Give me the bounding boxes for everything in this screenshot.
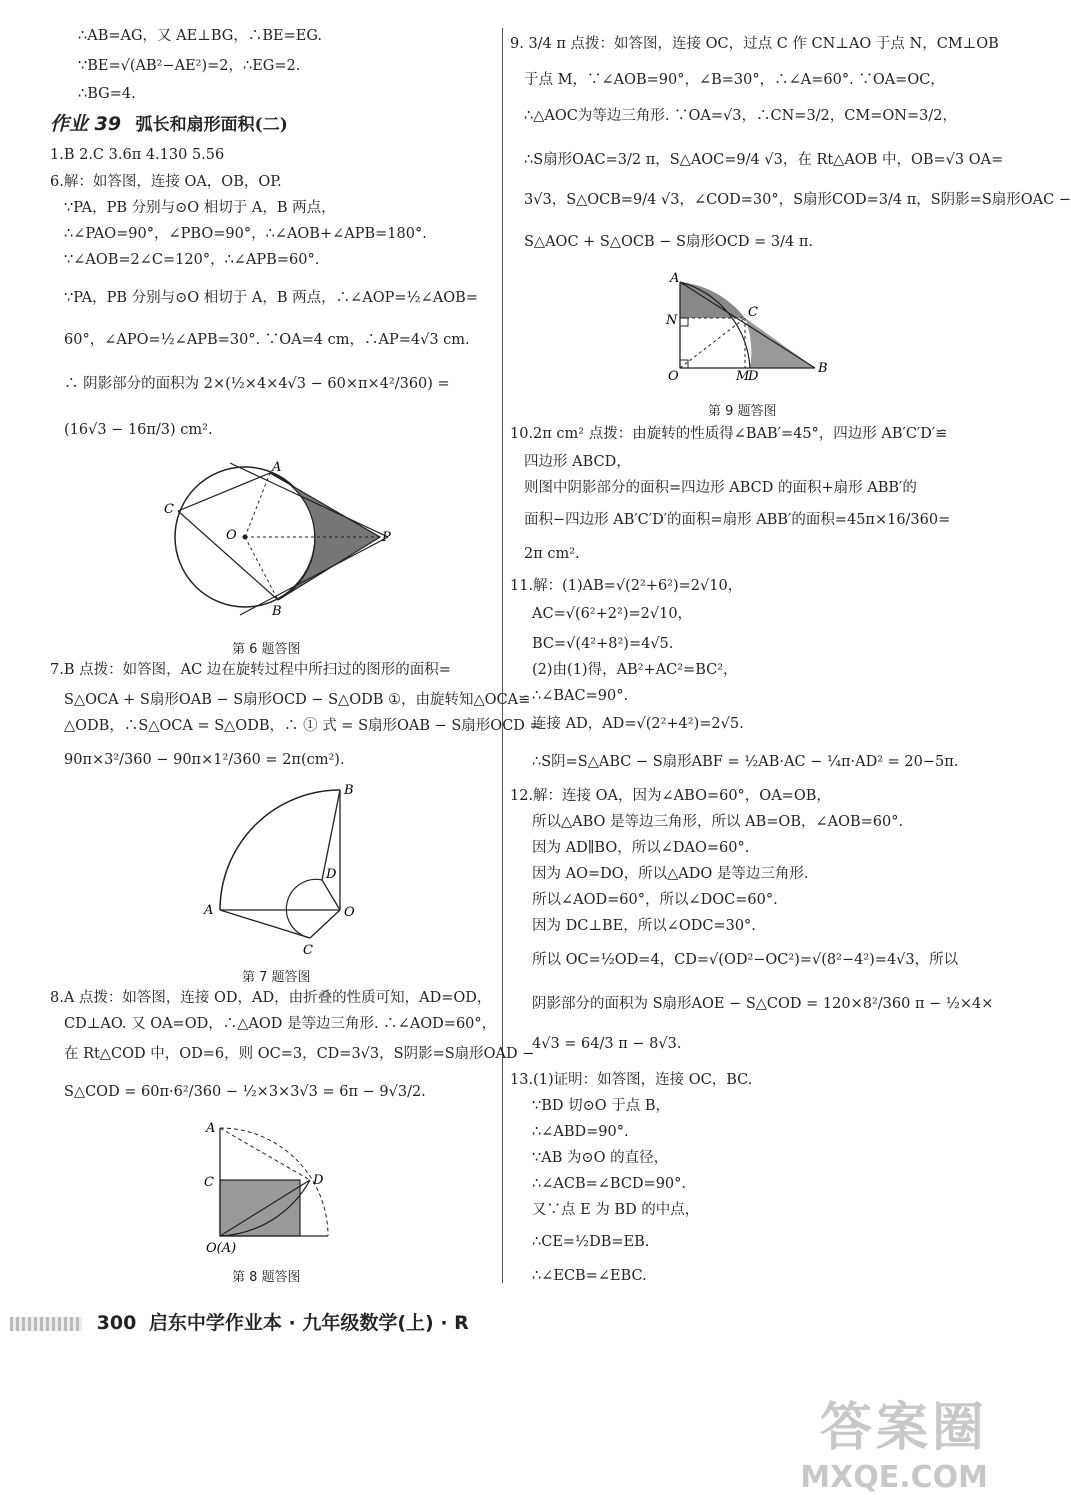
q7-line: △ODB，∴S△OCA = S△ODB，∴ ① 式 = S扇形OAB − S扇形OCD = xyxy=(64,718,542,734)
label-a: A xyxy=(204,903,214,918)
page-footer xyxy=(10,1308,469,1335)
figure-6 xyxy=(150,455,450,625)
q6-line: 6.解：如答图，连接 OA，OB，OP. xyxy=(50,174,282,190)
q8-line: 8.A 点拨：如答图，连接 OD，AD，由折叠的性质可知，AD=OD， xyxy=(50,990,492,1006)
q9-line: ∴△AOC为等边三角形. ∵OA=√3，∴CN=3/2，CM=ON=3/2， xyxy=(524,108,957,124)
label-c: C xyxy=(748,305,758,320)
q6-line: ∴∠PAO=90°，∠PBO=90°，∴∠AOB+∠APB=180°. xyxy=(64,226,427,242)
q10-line: 四边形 ABCD， xyxy=(524,454,631,470)
segment xyxy=(310,910,340,938)
label-a: A xyxy=(670,271,680,286)
text-line: ∴BG=4. xyxy=(78,86,136,102)
figure-9 xyxy=(660,268,840,388)
figure-9-caption: 第 9 题答图 xyxy=(708,404,777,419)
q13-line: ∴∠ABD=90°. xyxy=(532,1124,629,1140)
label-m: M xyxy=(736,369,750,384)
small-arc xyxy=(286,879,322,938)
label-c: C xyxy=(164,502,174,517)
q12-line: 因为 AO=DO，所以△ADO 是等边三角形. xyxy=(532,866,809,882)
q8-line: 在 Rt△COD 中，OD=6，则 OC=3，CD=3√3，S阴影=S扇形OAD − xyxy=(64,1046,535,1062)
q13-line: ∴CE=½DB=EB. xyxy=(532,1234,650,1250)
label-o: O xyxy=(344,905,355,920)
q8-line: S△COD = 60π·6²/360 − ½×3×3√3 = 6π − 9√3/2. xyxy=(64,1084,426,1100)
q12-line: 所以 OC=½OD=4，CD=√(OD²−OC²)=√(8²−4²)=4√3，所以 xyxy=(532,952,959,968)
q12-line: 所以△ABO 是等边三角形，所以 AB=OB，∠AOB=60°. xyxy=(532,814,904,830)
q10-line: 10.2π cm² 点拨：由旋转的性质得∠BAB′=45°，四边形 AB′C′D′≌ xyxy=(510,426,948,442)
segment xyxy=(322,880,340,910)
watermark-logo: 答案圈 xyxy=(819,1398,988,1458)
label-a: A xyxy=(272,460,282,475)
tangent-line xyxy=(230,463,388,537)
footer-strip xyxy=(10,1317,82,1331)
dashed-segment xyxy=(245,473,270,537)
label-a: A xyxy=(206,1121,216,1136)
dashed-segment xyxy=(220,1128,310,1180)
right-angle-mark xyxy=(680,318,688,326)
watermark xyxy=(800,1385,988,1495)
label-d: D xyxy=(748,369,759,384)
text-line: ∴AB=AG，又 AE⊥BG，∴BE=EG. xyxy=(78,28,323,44)
q6-line: ∵∠AOB=2∠C=120°，∴∠APB=60°. xyxy=(64,252,320,268)
column-divider xyxy=(502,28,503,1283)
segment xyxy=(220,910,310,938)
figure-6-caption: 第 6 题答图 xyxy=(232,642,301,657)
q13-line: 13.(1)证明：如答图，连接 OC，BC. xyxy=(510,1072,753,1088)
q12-line: 阴影部分的面积为 S扇形AOE − S△COD = 120×8²/360 π − ½×4× xyxy=(532,996,994,1012)
arc xyxy=(220,790,340,910)
q11-line: ∴∠BAC=90°. xyxy=(532,688,629,704)
q9-line: 3√3，S△OCB=9/4 √3，∠COD=30°，S扇形COD=3/4 π，S阴影=S扇形OAC − xyxy=(524,192,1071,208)
text-line: ∵BE=√(AB²−AE²)=2，∴EG=2. xyxy=(78,58,301,74)
shaded-triangle xyxy=(745,318,815,368)
dashed-segment xyxy=(245,537,278,600)
section-heading xyxy=(50,114,288,136)
q13-line: 又∵点 E 为 BD 的中点， xyxy=(532,1202,700,1218)
label-o: O xyxy=(226,528,237,543)
q11-line: AC=√(6²+2²)=2√10， xyxy=(532,606,693,622)
q7-line: 90π×3²/360 − 90π×1²/360 = 2π(cm²). xyxy=(64,752,345,768)
label-b: B xyxy=(818,361,828,376)
shaded-segment xyxy=(680,282,745,318)
q10-line: 2π cm². xyxy=(524,546,580,562)
label-o: O xyxy=(668,369,679,384)
q6-line: 60°，∠APO=½∠APB=30°. ∵OA=4 cm，∴AP=4√3 cm. xyxy=(64,332,470,348)
q10-line: 则图中阴影部分的面积=四边形 ABCD 的面积+扇形 ABB′的 xyxy=(524,480,917,496)
q9-line: S△AOC + S△OCB − S扇形OCD = 3/4 π. xyxy=(524,234,813,250)
book-title: 启东中学作业本 · 九年级数学(上) · R xyxy=(148,1312,469,1334)
q9-line: 9. 3/4 π 点拨：如答图，连接 OC，过点 C 作 CN⊥AO 于点 N，CM⊥OB xyxy=(510,36,999,52)
q12-line: 所以∠AOD=60°，所以∠DOC=60°. xyxy=(532,892,778,908)
label-b: B xyxy=(344,783,354,798)
q12-line: 因为 DC⊥BE，所以∠ODC=30°. xyxy=(532,918,756,934)
segment xyxy=(178,511,278,600)
label-oa: O(A) xyxy=(206,1241,237,1256)
heading-title: 弧长和扇形面积(二) xyxy=(135,115,288,135)
figure-8 xyxy=(200,1118,380,1258)
q13-line: ∵BD 切⊙O 于点 B， xyxy=(532,1098,671,1114)
q11-line: BC=√(4²+8²)=4√5. xyxy=(532,636,674,652)
q6-line: ∴ 阴影部分的面积为 2×(½×4×4√3 − 60×π×4²/360) = xyxy=(64,376,450,392)
center-point xyxy=(243,535,248,540)
q6-line: (16√3 − 16π/3) cm². xyxy=(64,422,213,438)
q11-line: 连接 AD，AD=√(2²+4²)=2√5. xyxy=(532,716,744,732)
q13-line: ∵AB 为⊙O 的直径， xyxy=(532,1150,669,1166)
watermark-site: MXQE.COM xyxy=(800,1460,988,1495)
q11-line: 11.解：(1)AB=√(2²+6²)=2√10， xyxy=(510,578,743,594)
label-c: C xyxy=(204,1175,214,1190)
label-c: C xyxy=(303,943,313,958)
figure-7-caption: 第 7 题答图 xyxy=(242,970,311,985)
figure-8-caption: 第 8 题答图 xyxy=(232,1270,301,1285)
heading-number: 作业 39 xyxy=(50,113,122,135)
dashed-segment xyxy=(680,318,745,368)
label-d: D xyxy=(313,1173,324,1188)
q11-line: ∴S阴=S△ABC − S扇形ABF = ½AB·AC − ¼π·AD² = 20−5π. xyxy=(532,754,959,770)
label-b: B xyxy=(272,604,282,619)
q8-line: CD⊥AO. 又 OA=OD，∴△AOD 是等边三角形. ∴∠AOD=60°， xyxy=(64,1016,497,1032)
page-number: 300 xyxy=(96,1312,137,1334)
figure-7 xyxy=(200,780,370,960)
q6-line: ∵PA，PB 分别与⊙O 相切于 A，B 两点， xyxy=(64,200,336,216)
q13-line: ∴∠ECB=∠EBC. xyxy=(532,1268,647,1284)
q11-line: (2)由(1)得，AB²+AC²=BC²， xyxy=(532,662,738,678)
label-d: D xyxy=(326,867,337,882)
q12-line: 4√3 = 64/3 π − 8√3. xyxy=(532,1036,682,1052)
q6-line: ∵PA，PB 分别与⊙O 相切于 A，B 两点，∴∠AOP=½∠AOB= xyxy=(64,290,478,306)
segment xyxy=(680,282,815,368)
label-p: P xyxy=(382,530,391,545)
q9-line: ∴S扇形OAC=3/2 π，S△AOC=9/4 √3，在 Rt△AOB 中，OB=√3 OA= xyxy=(524,152,1004,168)
q12-line: 12.解：连接 OA，因为∠ABO=60°，OA=OB， xyxy=(510,788,831,804)
q7-line: S△OCA + S扇形OAB − S扇形OCD − S△ODB ①，由旋转知△OCA≌ xyxy=(64,692,531,708)
q12-line: 因为 AD∥BO，所以∠DAO=60°. xyxy=(532,840,750,856)
label-n: N xyxy=(666,313,678,328)
q7-line: 7.B 点拨：如答图，AC 边在旋转过程中所扫过的图形的面积= xyxy=(50,662,451,678)
q9-line: 于点 M，∵∠AOB=90°，∠B=30°，∴∠A=60°. ∵OA=OC， xyxy=(524,72,945,88)
q13-line: ∴∠ACB=∠BCD=90°. xyxy=(532,1176,686,1192)
q10-line: 面积−四边形 AB′C′D′的面积=扇形 ABB′的面积=45π×16/360= xyxy=(524,512,951,528)
answers-row: 1.B 2.C 3.6π 4.130 5.56 xyxy=(50,147,225,163)
